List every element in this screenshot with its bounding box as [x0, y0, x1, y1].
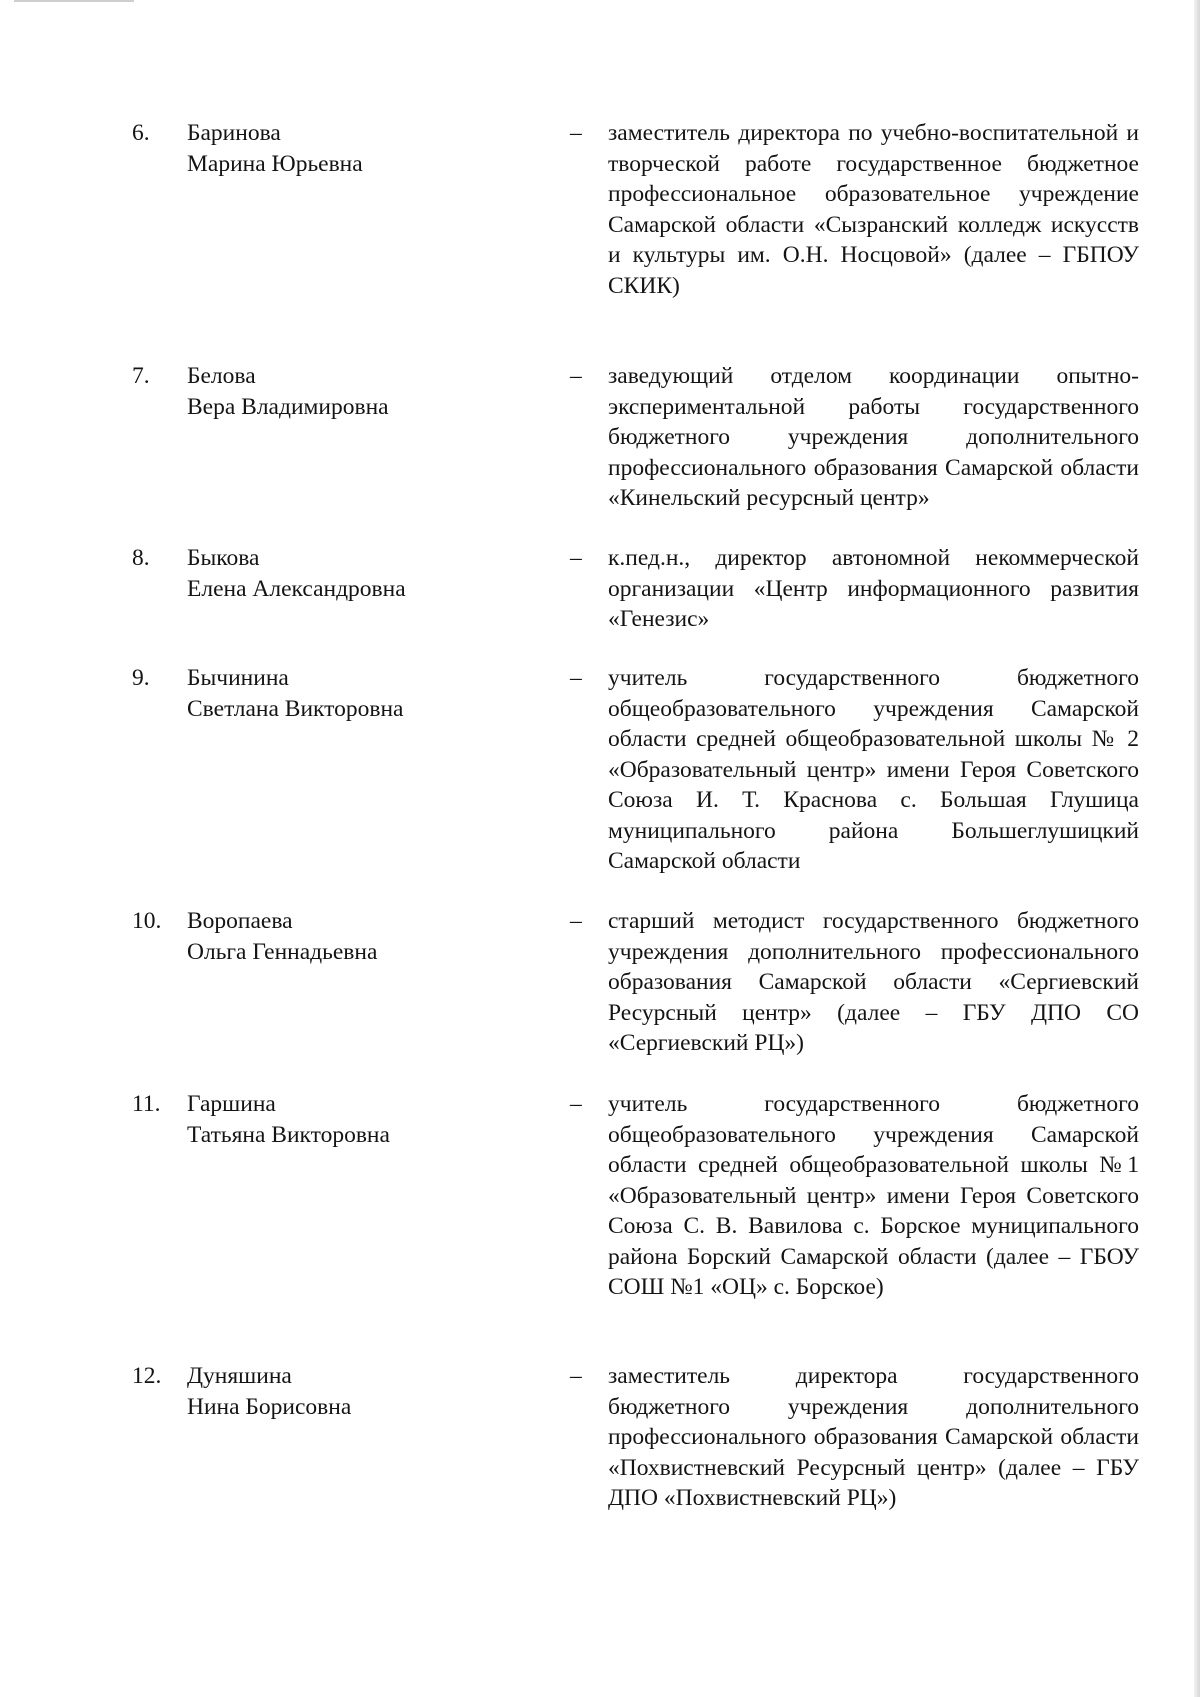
position-description: заведующий отделом координации опытно-экспериментальной работы государственного бюджетного учреждения дополнительного профессионального образования Самарской области «Кинельский ресурсный центр»	[608, 363, 1139, 511]
separator-dash: –	[570, 363, 582, 389]
person-name	[187, 118, 537, 179]
given-names: Татьяна Викторовна	[187, 1121, 390, 1148]
separator-dash: –	[570, 1091, 582, 1117]
item-number: 10.	[132, 908, 162, 934]
given-names: Светлана Викторовна	[187, 695, 404, 722]
position-description: к.пед.н., директор автономной некоммерческой организации «Центр информационного развития «Генезис»	[608, 545, 1139, 632]
separator-dash: –	[570, 665, 582, 691]
separator-dash: –	[570, 545, 582, 571]
position-description: учитель государственного бюджетного общеобразовательного учреждения Самарской области средней общеобразовательной школы №1 «Образовательный центр» имени Героя Советского Союза С. В. Вавилова с. Борское муниципального района Борский Самарской области (далее – ГБОУ СОШ №1 «ОЦ» с. Борское)	[608, 1091, 1139, 1300]
position-description: старший методист государственного бюджетного учреждения дополнительного профессионального образования Самарской области «Сергиевский Ресурсный центр» (далее – ГБУ ДПО СО «Сергиевский РЦ»)	[608, 908, 1139, 1056]
position-description: учитель государственного бюджетного общеобразовательного учреждения Самарской области средней общеобразовательной школы № 2 «Образовательный центр» имени Героя Советского Союза И. Т. Краснова с. Большая Глушица муниципального района Большеглушицкий Самарской области	[608, 665, 1139, 874]
given-names: Вера Владимировна	[187, 393, 389, 420]
separator-dash: –	[570, 908, 582, 934]
separator-dash: –	[570, 120, 582, 146]
scan-artifact-top	[14, 0, 134, 2]
surname: Бычинина	[187, 665, 289, 691]
given-names: Елена Александровна	[187, 575, 406, 602]
person-name	[187, 663, 537, 724]
item-number: 7.	[132, 363, 150, 389]
person-name	[187, 543, 537, 604]
given-names: Марина Юрьевна	[187, 150, 363, 177]
surname: Баринова	[187, 120, 281, 146]
person-name	[187, 906, 537, 967]
item-number: 9.	[132, 665, 150, 691]
item-number: 8.	[132, 545, 150, 571]
surname: Быкова	[187, 545, 260, 571]
position-description: заместитель директора по учебно-воспитательной и творческой работе государственное бюджетное профессиональное образовательное учреждение Самарской области «Сызранский колледж искусств и культуры им. О.Н. Носцовой» (далее – ГБПОУ СКИК)	[608, 120, 1139, 299]
separator-dash: –	[570, 1363, 582, 1389]
surname: Белова	[187, 363, 256, 389]
given-names: Нина Борисовна	[187, 1393, 352, 1420]
person-name	[187, 361, 537, 422]
person-name	[187, 1361, 537, 1422]
item-number: 12.	[132, 1363, 162, 1389]
position-description: заместитель директора государственного бюджетного учреждения дополнительного профессионального образования Самарской области «Похвистневский Ресурсный центр» (далее – ГБУ ДПО «Похвистневский РЦ»)	[608, 1363, 1139, 1511]
scan-edge-shadow	[1194, 0, 1200, 1697]
person-name	[187, 1089, 537, 1150]
surname: Дуняшина	[187, 1363, 292, 1389]
given-names: Ольга Геннадьевна	[187, 938, 378, 965]
surname: Воропаева	[187, 908, 293, 934]
surname: Гаршина	[187, 1091, 276, 1117]
item-number: 11.	[132, 1091, 161, 1117]
item-number: 6.	[132, 120, 150, 146]
